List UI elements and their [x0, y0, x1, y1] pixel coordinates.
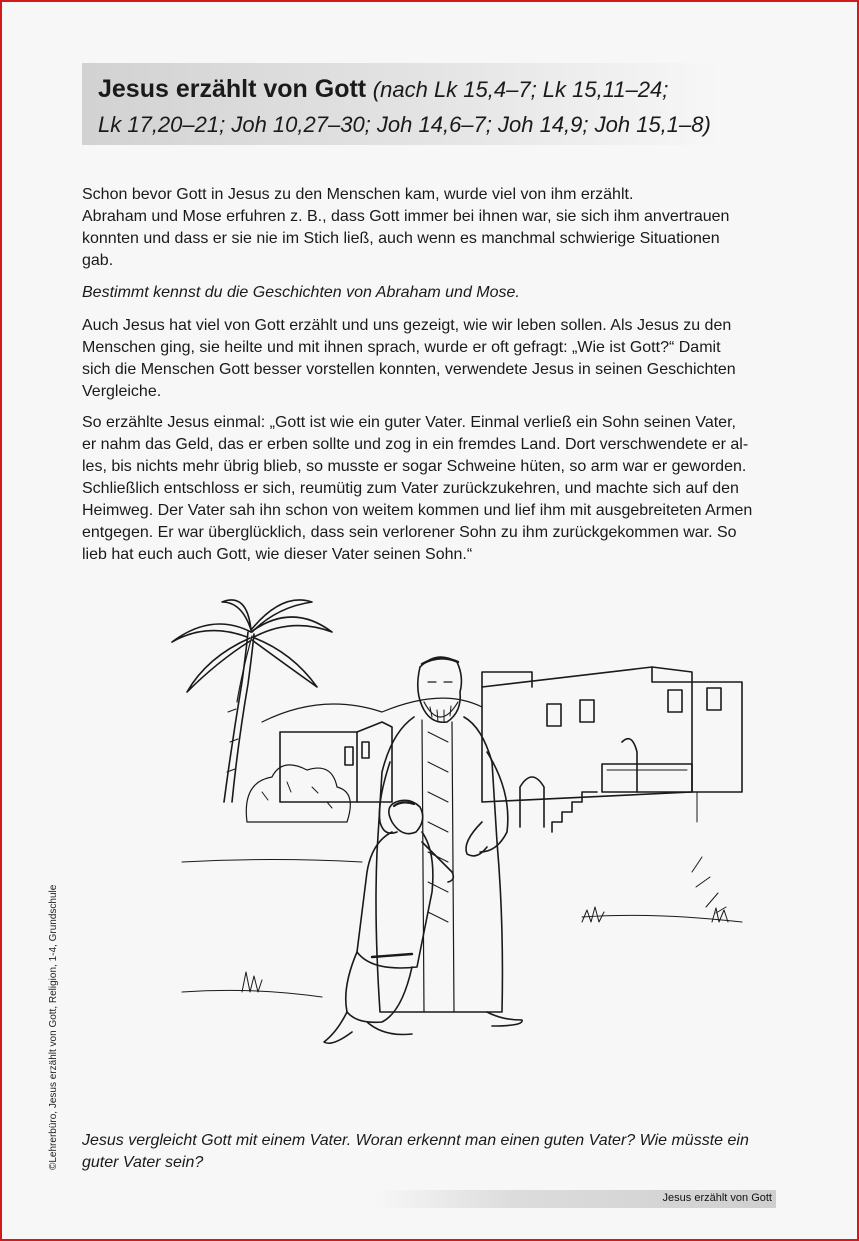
page-title — [98, 72, 668, 107]
text-line: sich die Menschen Gott besser vorstellen konnten, verwendete Jesus in seinen Geschichten — [82, 361, 736, 378]
title-main: Jesus erzählt von Gott — [98, 75, 367, 103]
text-line: entgegen. Er war überglücklich, dass sein verlorener Sohn zu ihm zurückgekommen war. So — [82, 524, 737, 541]
text-line: Vergleiche. — [82, 383, 162, 400]
text-line: So erzählte Jesus einmal: „Gott ist wie ein guter Vater. Einmal verließ ein Sohn seinen Vater, — [82, 414, 736, 431]
text-line: Auch Jesus hat viel von Gott erzählt und uns gezeigt, wie wir leben sollen. Als Jesus zu den — [82, 317, 732, 334]
text-line: lieb hat euch auch Gott, wie dieser Vater seinen Sohn.“ — [82, 546, 473, 563]
footer-label: Jesus erzählt von Gott — [662, 1192, 772, 1204]
text-line: Menschen ging, sie heilte und mit ihnen sprach, wurde er oft gefragt: „Wie ist Gott?“ Damit — [82, 339, 721, 356]
title-reference: (nach Lk 15,4–7; Lk 15,11–24; — [372, 77, 669, 102]
text-line: Abraham und Mose erfuhren z. B., dass Gott immer bei ihnen war, sie sich ihm anvertrauen — [82, 208, 730, 225]
text-line: Schließlich entschloss er sich, reumütig zum Vater zurückzukehren, und machte sich auf den — [82, 480, 739, 497]
prodigal-son-drawing-icon — [152, 592, 762, 1072]
text-line: Jesus vergleicht Gott mit einem Vater. Woran erkennt man einen guten Vater? Wie müsste ein — [82, 1132, 749, 1149]
parable-paragraph — [82, 412, 822, 566]
side-copyright: ©Lehrerbüro, Jesus erzählt von Gott, Religion, 1-4, Grundschule — [48, 884, 59, 1170]
text-line: Bestimmt kennst du die Geschichten von Abraham und Mose. — [82, 284, 520, 301]
jesus-paragraph — [82, 315, 822, 403]
abraham-mose-note — [82, 282, 822, 304]
intro-paragraph — [82, 184, 822, 272]
text-line: Schon bevor Gott in Jesus zu den Menschen kam, wurde viel von ihm erzählt. — [82, 186, 634, 203]
text-line: guter Vater sein? — [82, 1154, 204, 1171]
footer-bar — [374, 1190, 776, 1208]
text-line: gab. — [82, 252, 114, 269]
text-line: Heimweg. Der Vater sah ihn schon von weitem kommen und lief ihm mit ausgebreiteten Armen — [82, 502, 753, 519]
text-line: les, bis nichts mehr übrig blieb, so musste er sogar Schweine hüten, so arm war er geworden. — [82, 458, 747, 475]
reflection-question — [82, 1130, 822, 1174]
title-reference-continued: Lk 17,20–21; Joh 10,27–30; Joh 14,6–7; Joh 14,9; Joh 15,1–8) — [98, 112, 711, 137]
text-line: konnten und dass er sie nie im Stich ließ, auch wenn es manchmal schwierige Situationen — [82, 230, 720, 247]
text-line: er nahm das Geld, das er erben sollte und zog in ein fremdes Land. Dort verschwendete er al- — [82, 436, 749, 453]
